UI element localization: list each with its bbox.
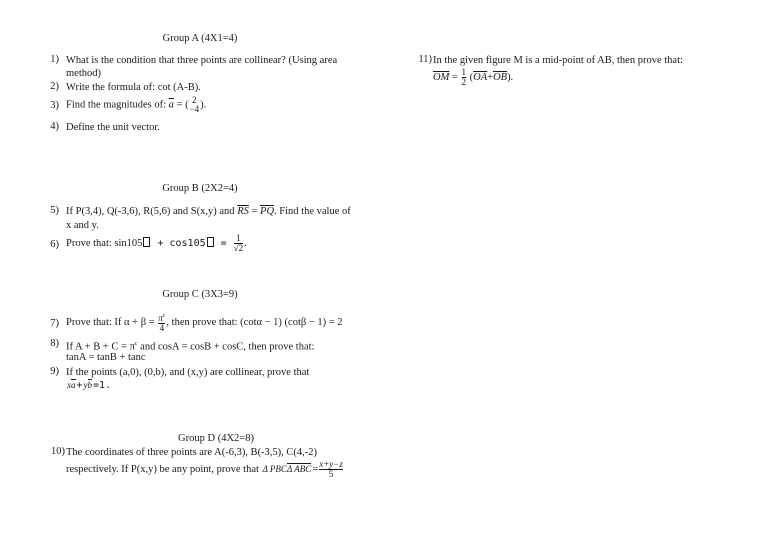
question-text-line2: respectively. If P(x,y) be any point, prove that xyxy=(66,463,262,475)
fraction-numerator: 1 xyxy=(236,233,241,243)
group-c-title: Group C (3X3=9) xyxy=(162,289,238,300)
closing-paren: ). xyxy=(507,71,514,83)
fraction-denominator: 5 xyxy=(319,469,343,479)
question-text-mid: + cos105 xyxy=(151,237,206,249)
fraction-numerator: x+y−z xyxy=(319,459,343,469)
equals-sign: = ( xyxy=(173,99,189,111)
vector-a: $\overline{a}$ xyxy=(168,99,174,111)
fraction-numerator: y xyxy=(83,380,88,391)
period: . xyxy=(244,237,247,249)
open-paren: ( xyxy=(467,71,474,83)
group-b-title: Group B (2X2=4) xyxy=(162,183,238,194)
question-text: If the points (a,0), (0,b), and (x,y) are collinear, prove that xyxy=(66,367,310,378)
superscript-c: c xyxy=(134,341,138,347)
question-text: Define the unit vector. xyxy=(66,122,160,133)
vector-rs: $\overline{RS}$ xyxy=(237,206,249,217)
vector-component-top: 2 xyxy=(192,95,197,105)
question-number: 4) xyxy=(50,121,59,132)
question-text: Prove that: sin105 xyxy=(66,237,143,249)
fraction-denominator: √2 xyxy=(233,243,244,253)
vector-component-bottom: −4 xyxy=(189,104,200,114)
question-text-cont: and cosA = cosB + cosC, then prove that: xyxy=(137,341,315,353)
plus-sign: + xyxy=(487,71,494,83)
question-number: 1) xyxy=(50,54,59,65)
question-number: 3) xyxy=(50,100,59,111)
question-text: What is the condition that three points are collinear? (Using area method) xyxy=(66,55,338,79)
vector-oa: $\overline{OA}$ xyxy=(473,71,488,83)
vector-om: $\overline{OM}$ xyxy=(433,71,450,83)
vector-pq: $\overline{PQ}$ xyxy=(260,206,275,217)
question-text: Find the magnitudes of: xyxy=(66,99,169,111)
vector-ob: $\overline{OB}$ xyxy=(493,71,508,83)
question-number: 2) xyxy=(50,81,59,92)
fraction-numerator: x xyxy=(67,380,71,391)
pi-symbol: π xyxy=(158,313,163,323)
plus-sign: + xyxy=(76,380,83,391)
equals-one: =1. xyxy=(93,380,112,391)
equals-sign: = xyxy=(248,206,261,217)
fraction-numerator: 1 xyxy=(461,67,467,77)
superscript-c: c xyxy=(162,313,166,319)
fraction-denominator: Δ ABC xyxy=(286,464,312,474)
question-text: Write the formula of: cot (A-B). xyxy=(66,82,201,93)
question-text: If A + B + C = π xyxy=(66,341,135,353)
fraction-denominator: b xyxy=(87,380,93,391)
group-d-title: Group D (4X2=8) xyxy=(178,433,254,444)
question-number: 7) xyxy=(50,318,59,329)
question-number: 5) xyxy=(50,205,59,216)
missing-glyph-box xyxy=(207,237,214,247)
fraction-denominator: 2 xyxy=(461,77,467,87)
missing-glyph-box xyxy=(143,237,150,247)
question-text: The coordinates of three points are A(-6,3), B(-3,5), C(4,-2) xyxy=(66,447,318,458)
question-text-line2: tanA = tanB + tanc xyxy=(66,352,146,363)
question-number: 6) xyxy=(50,239,59,250)
question-number: 8) xyxy=(50,338,59,349)
question-text: Prove that: If α + β = xyxy=(66,316,158,328)
question-text-line2: x and y. xyxy=(66,220,99,231)
equals-sign: = xyxy=(449,71,461,83)
question-number: 11) xyxy=(418,54,432,65)
question-text-cont: , then prove that: (cotα − 1) (cotβ − 1) = 2 xyxy=(166,316,343,328)
question-text: In the given figure M is a mid-point of AB, then prove that: xyxy=(433,55,683,66)
equals-sign: = xyxy=(312,463,319,475)
question-number: 10) xyxy=(51,446,65,457)
fraction-denominator: 4 xyxy=(159,323,165,333)
question-number: 9) xyxy=(50,366,59,377)
question-text-cont: . Find the value of xyxy=(274,206,351,217)
group-a-title: Group A (4X1=4) xyxy=(162,33,238,44)
closing-paren: ). xyxy=(200,99,207,111)
equals-sign: = xyxy=(214,237,233,249)
fraction-denominator: a xyxy=(71,380,76,391)
fraction-numerator: Δ PBC xyxy=(262,464,287,474)
question-text: If P(3,4), Q(-3,6), R(5,6) and S(x,y) and xyxy=(66,206,238,217)
